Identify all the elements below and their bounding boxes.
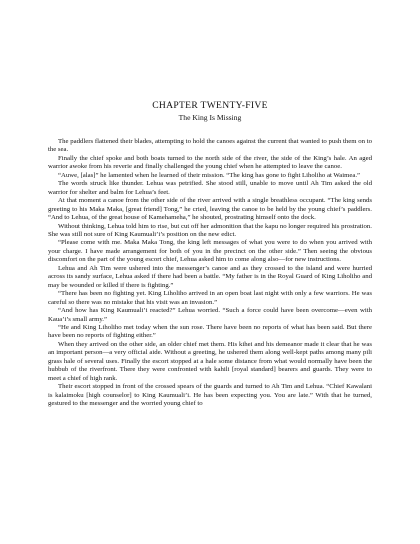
paragraph: Their escort stopped in front of the crossed spears of the guards and turned to Ah Tim and Lehua. “Chief Kawalani is kalaimoku [high counselor] to King Kaumuali’i. He has been expecting you. You are late.” With that he turned, gestured to the messenger and the worried young chief to: [48, 383, 372, 408]
chapter-title: CHAPTER TWENTY-FIVE: [152, 100, 268, 111]
chapter-subtitle: The King Is Missing: [178, 113, 242, 122]
paragraph: “And how has King Kaumuali’i reacted?” Lehua worried. “Such a force could have been overcome—even with Kaua’i’s small army.”: [48, 307, 372, 323]
paragraph: The paddlers flattened their blades, attempting to hold the canoes against the current that wanted to push them on to the sea.: [48, 138, 372, 154]
paragraph: Finally the chief spoke and both boats turned to the north side of the river, the side of the King’s hale. An aged warrior awoke from his reverie and finally challenged the young chief when he attempted to leave the canoe.: [48, 154, 372, 171]
paragraph: “Please come with me. Maka Maka Tong, the king left messages of what you were to do when you arrived with your charge. I have made arrangement for both of you in the precinct on the other side.” Then seeing the obvious discomfort on the part of the young escort chief, Lehua asked him to come along also—for new instructions.: [48, 239, 372, 264]
paragraph: At that moment a canoe from the other side of the river arrived with a single breathless occupant. “The king sends greeting to his Maka Maka, [great friend] Tong,” he cried, leaving the canoe to be held by the young chief’s paddlers. “And to Lehua, of the great house of Kamehameha,” he shouted, prostrating himself onto the dock.: [48, 197, 372, 222]
paragraph: The words struck like thunder. Lehua was petrified. She stood still, unable to move until Ah Tim asked the old warrior for shelter and balm for Lehua’s feet.: [48, 180, 372, 196]
paragraph: “Auwe, [alas]” he lamented when he learned of their mission. “The king has gone to fight Liholiho at Waimea.”: [58, 171, 361, 179]
paragraph: When they arrived on the other side, an older chief met them. His kihei and his demeanor made it clear that he was an important person—a very official aide. Without a greeting, he ushered them along well-kept paths among many pili grass hale of several uses. Finally the escort stopped at a hale some distance from what would normally have been the hubbub of the riverfront. There they were confronted with kahili [royal standard] bearers and guards. They were to meet a chief of high rank.: [48, 340, 372, 382]
chapter-body: [48, 138, 372, 409]
paragraph: Lehua and Ah Tim were ushered into the messenger’s canoe and as they crossed to the island and were hurried across its sandy surface, Lehua asked if there had been a battle. “My father is in the Royal Guard of King Liholiho and may be wounded or killed if there is fighting.”: [48, 264, 372, 289]
paragraph: Without thinking, Lehua told him to rise, but cut off her admonition that the kapu no longer required his prostration. She was still not sure of King Kaumuali’i’s position on the new edict.: [48, 222, 372, 238]
paragraph: “There has been no fighting yet. King Liholiho arrived in an open boat last night with only a few warriors. He was careful so there was no mistake that his visit was an invasion.”: [48, 290, 372, 306]
paragraph: “He and King Liholiho met today when the sun rose. There have been no reports of what has been said. But there have been no reports of fighting either.”: [48, 323, 372, 340]
